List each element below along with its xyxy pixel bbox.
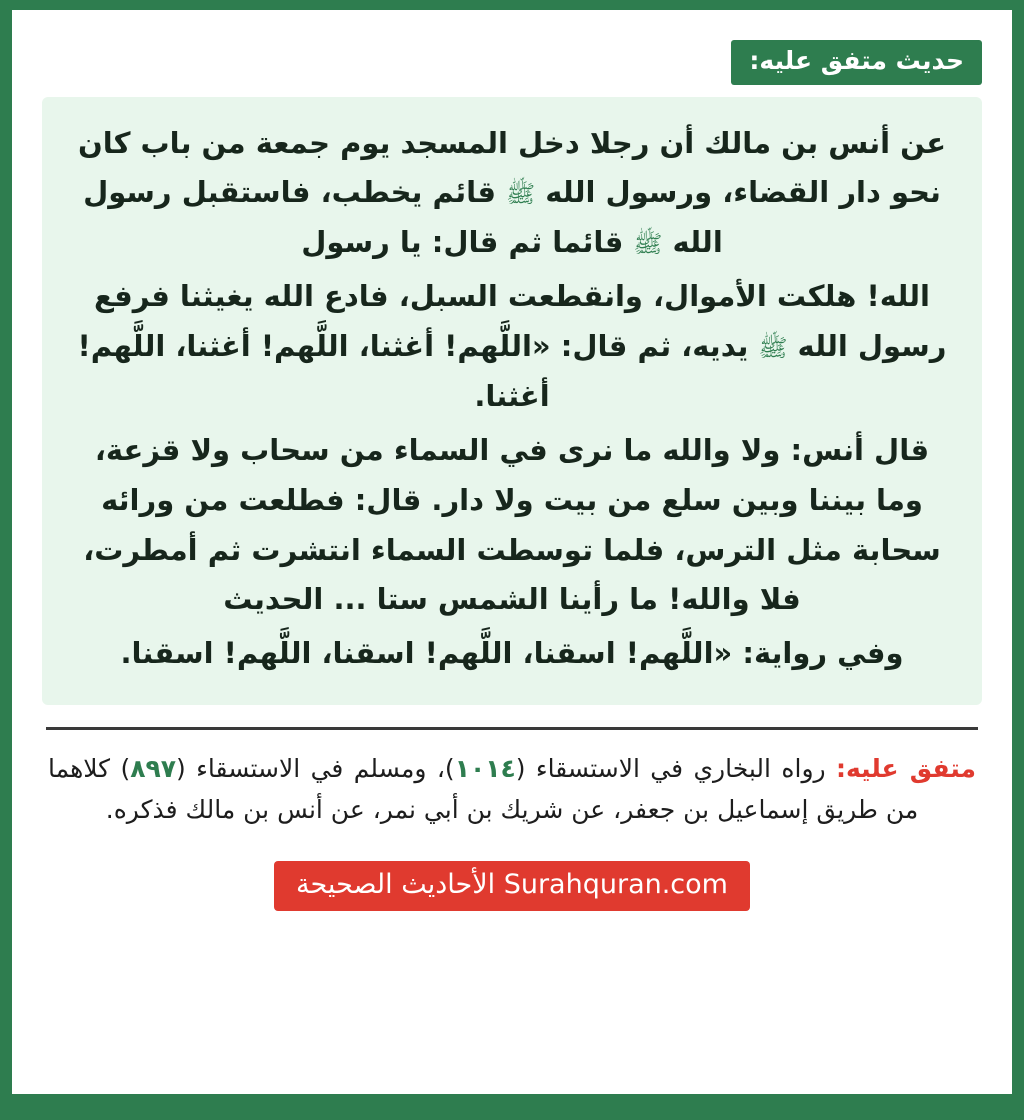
source-text-part-2: )، ومسلم في الاستسقاء ( bbox=[176, 754, 455, 784]
source-number-bukhari: ١٠١٤ bbox=[454, 754, 516, 784]
footer-brand-row bbox=[42, 861, 982, 911]
brand-site-label: Surahquran.com bbox=[503, 868, 728, 900]
source-text-part-3: ) كلاهما من طريق إسماعيل بن جعفر، عن شريك بن أبي نمر، عن أنس بن مالك فذكره. bbox=[48, 754, 919, 825]
bottom-border-bar bbox=[12, 1094, 1012, 1120]
sallallahu-icon: ﷺ bbox=[506, 180, 536, 209]
hadith-type-badge: حديث متفق عليه: bbox=[731, 40, 982, 85]
hadith-source-reference bbox=[42, 748, 982, 831]
hadith-paragraph: الله! هلكت الأموال، وانقطعت السبل، فادع الله يغيثنا فرفع رسول الله ﷺ يديه، ثم قال: «اللَّهم! أغثنا، اللَّهم! أغثنا، اللَّهم! أغثنا. bbox=[77, 279, 947, 413]
source-text-part-1: رواه البخاري في الاستسقاء ( bbox=[515, 754, 836, 784]
hadith-paragraph: قال أنس: ولا والله ما نرى في السماء من سحاب ولا قزعة، وما بيننا وبين سلع من بيت ولا دار. قال: فطلعت من ورائه سحابة مثل الترس، فلما توسطت السماء انتشرت ثم أمطرت، فلا والله! ما رأينا الشمس ستا ... الحديث bbox=[83, 432, 941, 617]
source-grade-label: متفق عليه: bbox=[835, 754, 976, 784]
hadith-paragraph: عن أنس بن مالك أن رجلا دخل المسجد يوم جمعة من باب كان نحو دار القضاء، ورسول الله ﷺ قائم يخطب، فاستقبل رسول الله ﷺ قائما ثم قال: يا رسول bbox=[77, 125, 947, 260]
header-badge-row bbox=[42, 40, 982, 85]
section-divider bbox=[46, 727, 978, 730]
hadith-text-box bbox=[42, 97, 982, 706]
document-content bbox=[24, 10, 1000, 1094]
brand-button[interactable] bbox=[274, 861, 750, 911]
source-number-muslim: ٨٩٧ bbox=[130, 754, 177, 784]
sallallahu-icon: ﷺ bbox=[633, 230, 663, 259]
hadith-paragraph: وفي رواية: «اللَّهم! اسقنا، اللَّهم! اسقنا، اللَّهم! اسقنا. bbox=[120, 636, 904, 671]
sallallahu-icon: ﷺ bbox=[758, 334, 788, 362]
brand-arabic-label: الأحاديث الصحيحة bbox=[296, 868, 496, 900]
